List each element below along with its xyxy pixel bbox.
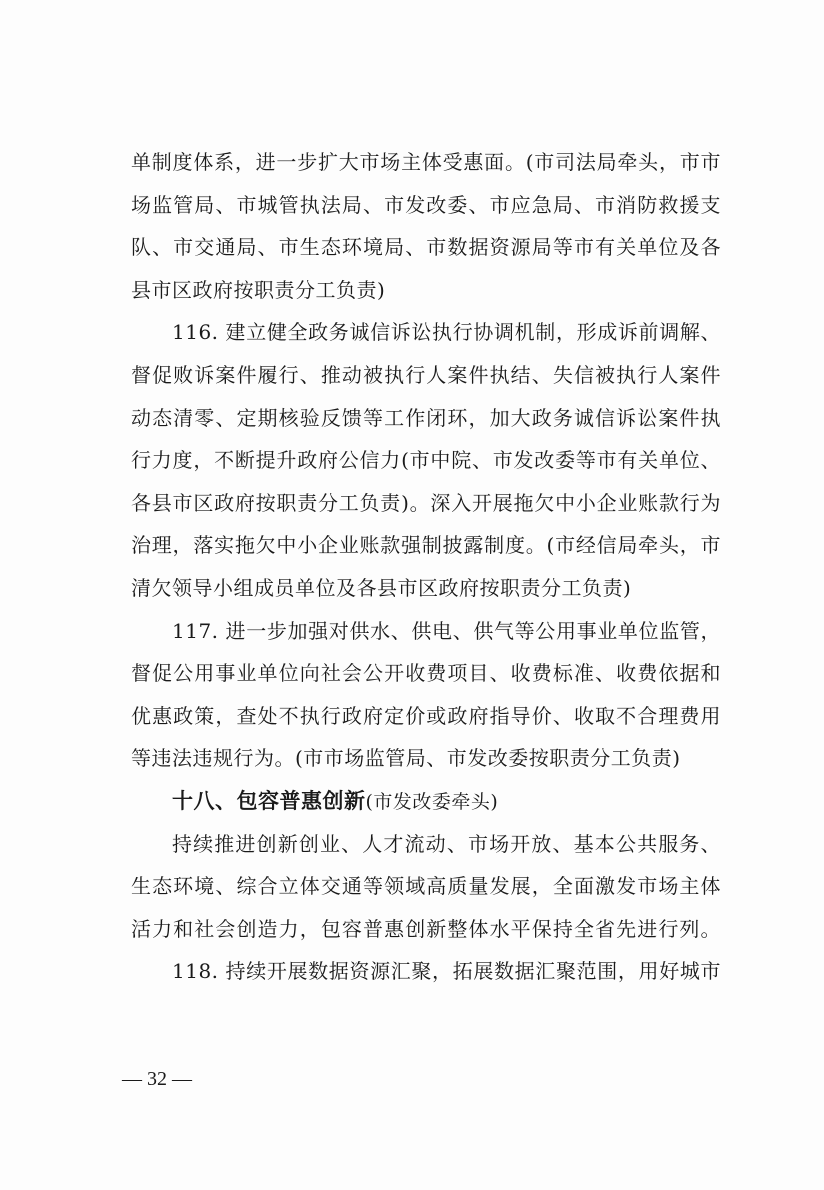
text-line: 118. 持续开展数据资源汇聚，拓展数据汇聚范围，用好城市 [172,959,721,983]
text-line: 动态清零、定期核验反馈等工作闭环，加大政务诚信诉讼案件执 [131,406,721,430]
text-line: 县市区政府按职责分工负责) [131,278,386,302]
page-number: — 32 — [122,1068,192,1090]
text-line: 各县市区政府按职责分工负责)。深入开展拖欠中小企业账款行为 [131,491,721,515]
text-line: 场监管局、市城管执法局、市发改委、市应急局、市消防救援支 [131,193,721,217]
text-line: 优惠政策，查处不执行政府定价或政府指导价、收取不合理费用 [131,704,721,728]
text-line: 队、市交通局、市生态环境局、市数据资源局等市有关单位及各 [131,235,721,259]
text-line: 治理，落实拖欠中小企业账款强制披露制度。(市经信局牵头，市 [131,533,721,557]
text-line: 生态环境、综合立体交通等领域高质量发展，全面激发市场主体 [131,874,721,898]
text-line: 督促公用事业单位向社会公开收费项目、收费标准、收费依据和 [131,661,721,685]
text-line: 持续推进创新创业、人才流动、市场开放、基本公共服务、 [172,832,721,856]
text-line: 117. 进一步加强对供水、供电、供气等公用事业单位监管， [172,619,721,643]
text-line: 单制度体系，进一步扩大市场主体受惠面。(市司法局牵头，市市 [131,150,721,174]
text-line: 活力和社会创造力，包容普惠创新整体水平保持全省先进行列。 [131,917,721,941]
section-heading-lead: (市发改委牵头) [365,791,499,813]
text-line: 等违法违规行为。(市市场监管局、市发改委按职责分工负责) [131,746,681,770]
section-heading-title: 十八、包容普惠创新 [172,789,366,813]
text-line: 清欠领导小组成员单位及各县市区政府按职责分工负责) [131,576,632,600]
text-line: 行力度，不断提升政府公信力(市中院、市发改委等市有关单位、 [131,448,721,472]
text-line: 116. 建立健全政务诚信诉讼执行协调机制，形成诉前调解、 [172,320,721,344]
section-heading [172,786,721,816]
text-line: 督促败诉案件履行、推动被执行人案件执结、失信被执行人案件 [131,363,721,387]
